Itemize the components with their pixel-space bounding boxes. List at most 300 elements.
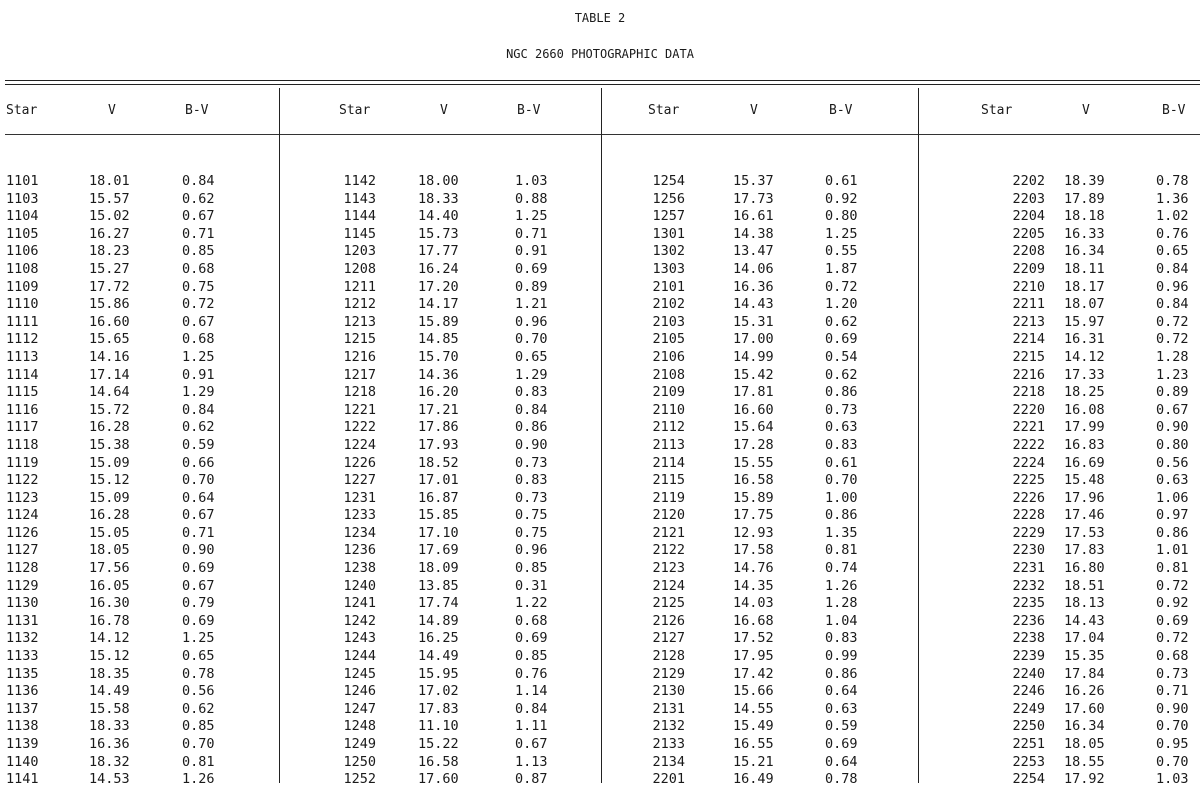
cell-v: 17.99 — [1064, 419, 1105, 436]
cell-star: 1218 — [343, 384, 376, 401]
cell-bv: 0.67 — [515, 736, 548, 752]
cell-star: 1141 — [6, 771, 39, 788]
cell-v: 18.55 — [1064, 753, 1105, 770]
cell-bv: 0.72 — [1156, 313, 1189, 330]
table-row — [0, 331, 1200, 349]
table-row — [0, 683, 1200, 701]
cell-bv: 0.71 — [182, 524, 215, 541]
cell-star: 2249 — [1012, 700, 1045, 717]
cell-star: 1245 — [343, 665, 376, 682]
cell-bv: 0.90 — [182, 542, 215, 559]
cell-bv: 0.80 — [825, 208, 858, 225]
cell-v: 14.12 — [89, 630, 130, 647]
cell-bv: 1.25 — [825, 225, 858, 242]
cell-star: 2126 — [652, 612, 685, 629]
cell-bv: 1.28 — [1156, 348, 1189, 365]
cell-bv: 0.73 — [515, 454, 548, 471]
table-row — [0, 419, 1200, 437]
cell-star: 1302 — [652, 243, 685, 260]
cell-v: 17.92 — [1064, 771, 1105, 788]
cell-bv: 0.59 — [182, 436, 215, 453]
cell-star: 1256 — [652, 190, 685, 207]
cell-star: 1104 — [6, 208, 39, 225]
cell-star: 1234 — [343, 524, 376, 541]
cell-star: 2231 — [1012, 560, 1045, 577]
table-row — [0, 578, 1200, 596]
cell-star: 1106 — [6, 243, 39, 260]
cell-star: 2222 — [1012, 436, 1045, 453]
cell-bv: 0.96 — [1156, 278, 1189, 295]
cell-bv: 0.61 — [825, 173, 858, 189]
cell-star: 2213 — [1012, 313, 1045, 330]
cell-v: 16.34 — [1064, 243, 1105, 260]
cell-star: 2115 — [652, 472, 685, 489]
cell-bv: 0.70 — [825, 472, 858, 489]
cell-star: 1203 — [343, 243, 376, 260]
cell-v: 14.64 — [89, 384, 130, 401]
cell-v: 18.13 — [1064, 595, 1105, 612]
cell-bv: 1.35 — [825, 524, 858, 541]
cell-v: 17.46 — [1064, 507, 1105, 524]
cell-v: 18.32 — [89, 753, 130, 770]
cell-star: 2221 — [1012, 419, 1045, 436]
column-header-bv: B-V — [829, 103, 853, 118]
cell-star: 2232 — [1012, 577, 1045, 594]
cell-bv: 0.67 — [182, 208, 215, 225]
table-row — [0, 771, 1200, 789]
cell-star: 1114 — [6, 366, 39, 383]
cell-v: 16.58 — [733, 472, 774, 489]
cell-v: 15.58 — [89, 700, 130, 717]
cell-star: 1250 — [343, 753, 376, 770]
cell-bv: 1.25 — [182, 348, 215, 365]
table-row — [0, 191, 1200, 209]
cell-bv: 0.76 — [1156, 225, 1189, 242]
column-header-v: V — [108, 103, 116, 118]
cell-v: 18.01 — [89, 173, 130, 189]
cell-star: 1145 — [343, 225, 376, 242]
cell-star: 2204 — [1012, 208, 1045, 225]
cell-bv: 0.84 — [182, 401, 215, 418]
cell-star: 2203 — [1012, 190, 1045, 207]
table-row — [0, 648, 1200, 666]
cell-v: 15.73 — [418, 225, 459, 242]
cell-bv: 0.62 — [182, 190, 215, 207]
cell-v: 16.08 — [1064, 401, 1105, 418]
cell-v: 17.28 — [733, 436, 774, 453]
cell-star: 1303 — [652, 260, 685, 277]
cell-bv: 0.73 — [825, 401, 858, 418]
cell-star: 2228 — [1012, 507, 1045, 524]
cell-bv: 0.62 — [182, 419, 215, 436]
cell-bv: 1.02 — [1156, 208, 1189, 225]
cell-bv: 0.64 — [825, 683, 858, 700]
cell-bv: 0.71 — [515, 225, 548, 242]
cell-v: 15.85 — [418, 507, 459, 524]
cell-v: 17.58 — [733, 542, 774, 559]
cell-star: 2215 — [1012, 348, 1045, 365]
cell-star: 1240 — [343, 577, 376, 594]
cell-star: 1115 — [6, 384, 39, 401]
cell-star: 2127 — [652, 630, 685, 647]
cell-v: 15.21 — [733, 753, 774, 770]
cell-bv: 0.78 — [825, 771, 858, 788]
cell-star: 2125 — [652, 595, 685, 612]
table-row — [0, 595, 1200, 613]
cell-v: 18.23 — [89, 243, 130, 260]
table-row — [0, 490, 1200, 508]
cell-star: 1109 — [6, 278, 39, 295]
cell-v: 18.33 — [418, 190, 459, 207]
cell-star: 2122 — [652, 542, 685, 559]
cell-star: 2210 — [1012, 278, 1045, 295]
cell-v: 16.69 — [1064, 454, 1105, 471]
cell-star: 2120 — [652, 507, 685, 524]
cell-star: 1122 — [6, 472, 39, 489]
cell-bv: 1.29 — [515, 366, 548, 383]
table-row — [0, 525, 1200, 543]
cell-star: 1126 — [6, 524, 39, 541]
cell-bv: 0.70 — [515, 331, 548, 348]
cell-bv: 0.56 — [182, 683, 215, 700]
table-row — [0, 542, 1200, 560]
cell-star: 1243 — [343, 630, 376, 647]
cell-v: 17.10 — [418, 524, 459, 541]
cell-star: 2226 — [1012, 489, 1045, 506]
cell-bv: 0.72 — [1156, 331, 1189, 348]
cell-v: 14.53 — [89, 771, 130, 788]
cell-v: 16.61 — [733, 208, 774, 225]
cell-v: 14.38 — [733, 225, 774, 242]
cell-bv: 0.86 — [825, 384, 858, 401]
cell-bv: 0.73 — [1156, 665, 1189, 682]
cell-bv: 0.55 — [825, 243, 858, 260]
cell-star: 1139 — [6, 736, 39, 752]
column-header-star: Star — [981, 103, 1013, 118]
cell-bv: 0.56 — [1156, 454, 1189, 471]
cell-v: 15.09 — [89, 454, 130, 471]
cell-v: 14.36 — [418, 366, 459, 383]
cell-bv: 0.63 — [825, 700, 858, 717]
cell-bv: 0.99 — [825, 648, 858, 665]
cell-star: 2205 — [1012, 225, 1045, 242]
cell-v: 15.57 — [89, 190, 130, 207]
cell-star: 1143 — [343, 190, 376, 207]
cell-v: 17.01 — [418, 472, 459, 489]
cell-bv: 1.21 — [515, 296, 548, 313]
cell-bv: 0.70 — [182, 736, 215, 752]
cell-star: 1117 — [6, 419, 39, 436]
cell-bv: 0.83 — [825, 436, 858, 453]
cell-v: 15.27 — [89, 260, 130, 277]
cell-star: 2239 — [1012, 648, 1045, 665]
cell-bv: 0.68 — [515, 612, 548, 629]
cell-v: 13.47 — [733, 243, 774, 260]
cell-v: 15.65 — [89, 331, 130, 348]
table-row — [0, 455, 1200, 473]
cell-v: 18.33 — [89, 718, 130, 735]
cell-v: 18.39 — [1064, 173, 1105, 189]
cell-bv: 0.86 — [825, 665, 858, 682]
cell-star: 1246 — [343, 683, 376, 700]
cell-bv: 1.04 — [825, 612, 858, 629]
cell-v: 18.25 — [1064, 384, 1105, 401]
cell-v: 15.12 — [89, 648, 130, 665]
table-row — [0, 437, 1200, 455]
cell-bv: 0.86 — [825, 507, 858, 524]
cell-bv: 0.68 — [182, 260, 215, 277]
cell-v: 16.26 — [1064, 683, 1105, 700]
cell-bv: 1.03 — [515, 173, 548, 189]
cell-v: 16.30 — [89, 595, 130, 612]
cell-star: 1252 — [343, 771, 376, 788]
cell-star: 1248 — [343, 718, 376, 735]
cell-v: 15.42 — [733, 366, 774, 383]
table-row — [0, 314, 1200, 332]
cell-v: 16.36 — [733, 278, 774, 295]
cell-bv: 0.69 — [825, 736, 858, 752]
cell-star: 1244 — [343, 648, 376, 665]
cell-star: 1124 — [6, 507, 39, 524]
cell-star: 1103 — [6, 190, 39, 207]
cell-bv: 0.92 — [825, 190, 858, 207]
cell-star: 2214 — [1012, 331, 1045, 348]
cell-star: 2103 — [652, 313, 685, 330]
cell-bv: 0.59 — [825, 718, 858, 735]
cell-bv: 0.97 — [1156, 507, 1189, 524]
cell-bv: 0.73 — [515, 489, 548, 506]
cell-star: 1227 — [343, 472, 376, 489]
cell-star: 1236 — [343, 542, 376, 559]
cell-v: 17.04 — [1064, 630, 1105, 647]
cell-star: 1101 — [6, 173, 39, 189]
cell-star: 2102 — [652, 296, 685, 313]
table-row — [0, 384, 1200, 402]
cell-v: 16.78 — [89, 612, 130, 629]
cell-bv: 0.68 — [1156, 648, 1189, 665]
cell-v: 17.53 — [1064, 524, 1105, 541]
cell-star: 1129 — [6, 577, 39, 594]
cell-v: 14.16 — [89, 348, 130, 365]
cell-bv: 0.96 — [515, 313, 548, 330]
cell-star: 2209 — [1012, 260, 1045, 277]
cell-star: 2253 — [1012, 753, 1045, 770]
cell-bv: 1.14 — [515, 683, 548, 700]
cell-v: 17.86 — [418, 419, 459, 436]
cell-bv: 0.81 — [825, 542, 858, 559]
cell-star: 2220 — [1012, 401, 1045, 418]
cell-star: 2112 — [652, 419, 685, 436]
cell-v: 15.72 — [89, 401, 130, 418]
cell-star: 2132 — [652, 718, 685, 735]
cell-star: 2113 — [652, 436, 685, 453]
cell-star: 1116 — [6, 401, 39, 418]
cell-v: 16.68 — [733, 612, 774, 629]
cell-v: 18.18 — [1064, 208, 1105, 225]
cell-v: 16.05 — [89, 577, 130, 594]
cell-v: 16.80 — [1064, 560, 1105, 577]
cell-v: 16.31 — [1064, 331, 1105, 348]
cell-v: 15.48 — [1064, 472, 1105, 489]
cell-v: 18.52 — [418, 454, 459, 471]
cell-v: 17.69 — [418, 542, 459, 559]
cell-star: 2240 — [1012, 665, 1045, 682]
cell-bv: 0.84 — [1156, 260, 1189, 277]
cell-star: 1233 — [343, 507, 376, 524]
table-row — [0, 560, 1200, 578]
cell-star: 1226 — [343, 454, 376, 471]
cell-bv: 0.89 — [515, 278, 548, 295]
cell-v: 17.74 — [418, 595, 459, 612]
cell-v: 16.20 — [418, 384, 459, 401]
cell-bv: 0.89 — [1156, 384, 1189, 401]
cell-v: 18.05 — [1064, 736, 1105, 752]
table-row — [0, 402, 1200, 420]
cell-bv: 0.75 — [515, 507, 548, 524]
cell-star: 2208 — [1012, 243, 1045, 260]
cell-v: 15.64 — [733, 419, 774, 436]
cell-bv: 0.81 — [182, 753, 215, 770]
cell-star: 2235 — [1012, 595, 1045, 612]
cell-bv: 0.90 — [515, 436, 548, 453]
cell-bv: 0.75 — [182, 278, 215, 295]
cell-star: 2211 — [1012, 296, 1045, 313]
column-header-v: V — [440, 103, 448, 118]
cell-v: 17.21 — [418, 401, 459, 418]
cell-v: 16.55 — [733, 736, 774, 752]
table-title: NGC 2660 PHOTOGRAPHIC DATA — [506, 47, 694, 61]
cell-v: 18.35 — [89, 665, 130, 682]
cell-bv: 0.78 — [1156, 173, 1189, 189]
cell-star: 2129 — [652, 665, 685, 682]
cell-star: 2218 — [1012, 384, 1045, 401]
cell-star: 2246 — [1012, 683, 1045, 700]
cell-v: 17.96 — [1064, 489, 1105, 506]
cell-v: 14.06 — [733, 260, 774, 277]
cell-v: 11.10 — [418, 718, 459, 735]
cell-star: 1211 — [343, 278, 376, 295]
cell-bv: 0.69 — [515, 260, 548, 277]
cell-v: 16.28 — [89, 419, 130, 436]
cell-star: 1131 — [6, 612, 39, 629]
table-number: TABLE 2 — [574, 11, 626, 25]
cell-bv: 0.85 — [182, 243, 215, 260]
cell-star: 2101 — [652, 278, 685, 295]
cell-v: 15.89 — [418, 313, 459, 330]
cell-v: 16.36 — [89, 736, 130, 752]
cell-bv: 0.68 — [182, 331, 215, 348]
cell-bv: 0.64 — [182, 489, 215, 506]
cell-v: 15.09 — [89, 489, 130, 506]
cell-bv: 0.80 — [1156, 436, 1189, 453]
cell-star: 1221 — [343, 401, 376, 418]
cell-v: 17.93 — [418, 436, 459, 453]
cell-bv: 0.31 — [515, 577, 548, 594]
cell-v: 17.73 — [733, 190, 774, 207]
cell-bv: 0.69 — [182, 612, 215, 629]
cell-bv: 0.92 — [1156, 595, 1189, 612]
cell-star: 1138 — [6, 718, 39, 735]
cell-v: 16.49 — [733, 771, 774, 788]
cell-star: 2229 — [1012, 524, 1045, 541]
table-row — [0, 630, 1200, 648]
cell-v: 14.49 — [418, 648, 459, 665]
cell-v: 15.55 — [733, 454, 774, 471]
cell-star: 1142 — [343, 173, 376, 189]
cell-star: 2230 — [1012, 542, 1045, 559]
cell-bv: 0.61 — [825, 454, 858, 471]
cell-star: 1137 — [6, 700, 39, 717]
table-rows — [0, 173, 1200, 789]
cell-v: 16.28 — [89, 507, 130, 524]
cell-bv: 1.25 — [182, 630, 215, 647]
cell-v: 16.24 — [418, 260, 459, 277]
cell-bv: 1.03 — [1156, 771, 1189, 788]
cell-star: 1127 — [6, 542, 39, 559]
cell-star: 1111 — [6, 313, 39, 330]
cell-bv: 0.63 — [1156, 472, 1189, 489]
cell-v: 14.12 — [1064, 348, 1105, 365]
cell-star: 1108 — [6, 260, 39, 277]
cell-bv: 0.67 — [182, 313, 215, 330]
cell-v: 15.35 — [1064, 648, 1105, 665]
cell-bv: 0.72 — [182, 296, 215, 313]
cell-bv: 0.85 — [515, 648, 548, 665]
cell-v: 14.35 — [733, 577, 774, 594]
cell-star: 1140 — [6, 753, 39, 770]
cell-bv: 0.72 — [1156, 577, 1189, 594]
cell-bv: 0.65 — [182, 648, 215, 665]
cell-bv: 0.90 — [1156, 700, 1189, 717]
cell-v: 14.76 — [733, 560, 774, 577]
cell-bv: 1.28 — [825, 595, 858, 612]
cell-star: 2225 — [1012, 472, 1045, 489]
cell-bv: 1.00 — [825, 489, 858, 506]
cell-v: 13.85 — [418, 577, 459, 594]
cell-bv: 1.20 — [825, 296, 858, 313]
cell-star: 1224 — [343, 436, 376, 453]
cell-star: 1238 — [343, 560, 376, 577]
cell-bv: 0.96 — [515, 542, 548, 559]
cell-v: 14.99 — [733, 348, 774, 365]
table-row — [0, 666, 1200, 684]
cell-v: 18.05 — [89, 542, 130, 559]
cell-v: 15.05 — [89, 524, 130, 541]
cell-bv: 1.01 — [1156, 542, 1189, 559]
cell-v: 15.12 — [89, 472, 130, 489]
cell-star: 1144 — [343, 208, 376, 225]
table-row — [0, 226, 1200, 244]
cell-star: 2106 — [652, 348, 685, 365]
cell-bv: 0.69 — [515, 630, 548, 647]
table-row — [0, 261, 1200, 279]
cell-v: 17.02 — [418, 683, 459, 700]
cell-star: 1136 — [6, 683, 39, 700]
cell-v: 16.87 — [418, 489, 459, 506]
cell-bv: 1.87 — [825, 260, 858, 277]
table-row — [0, 736, 1200, 754]
cell-bv: 0.91 — [182, 366, 215, 383]
cell-bv: 0.69 — [825, 331, 858, 348]
cell-bv: 0.67 — [182, 577, 215, 594]
cell-bv: 0.90 — [1156, 419, 1189, 436]
table-row — [0, 243, 1200, 261]
cell-bv: 0.84 — [515, 401, 548, 418]
cell-v: 17.56 — [89, 560, 130, 577]
table-row — [0, 472, 1200, 490]
cell-bv: 1.26 — [182, 771, 215, 788]
cell-star: 2123 — [652, 560, 685, 577]
